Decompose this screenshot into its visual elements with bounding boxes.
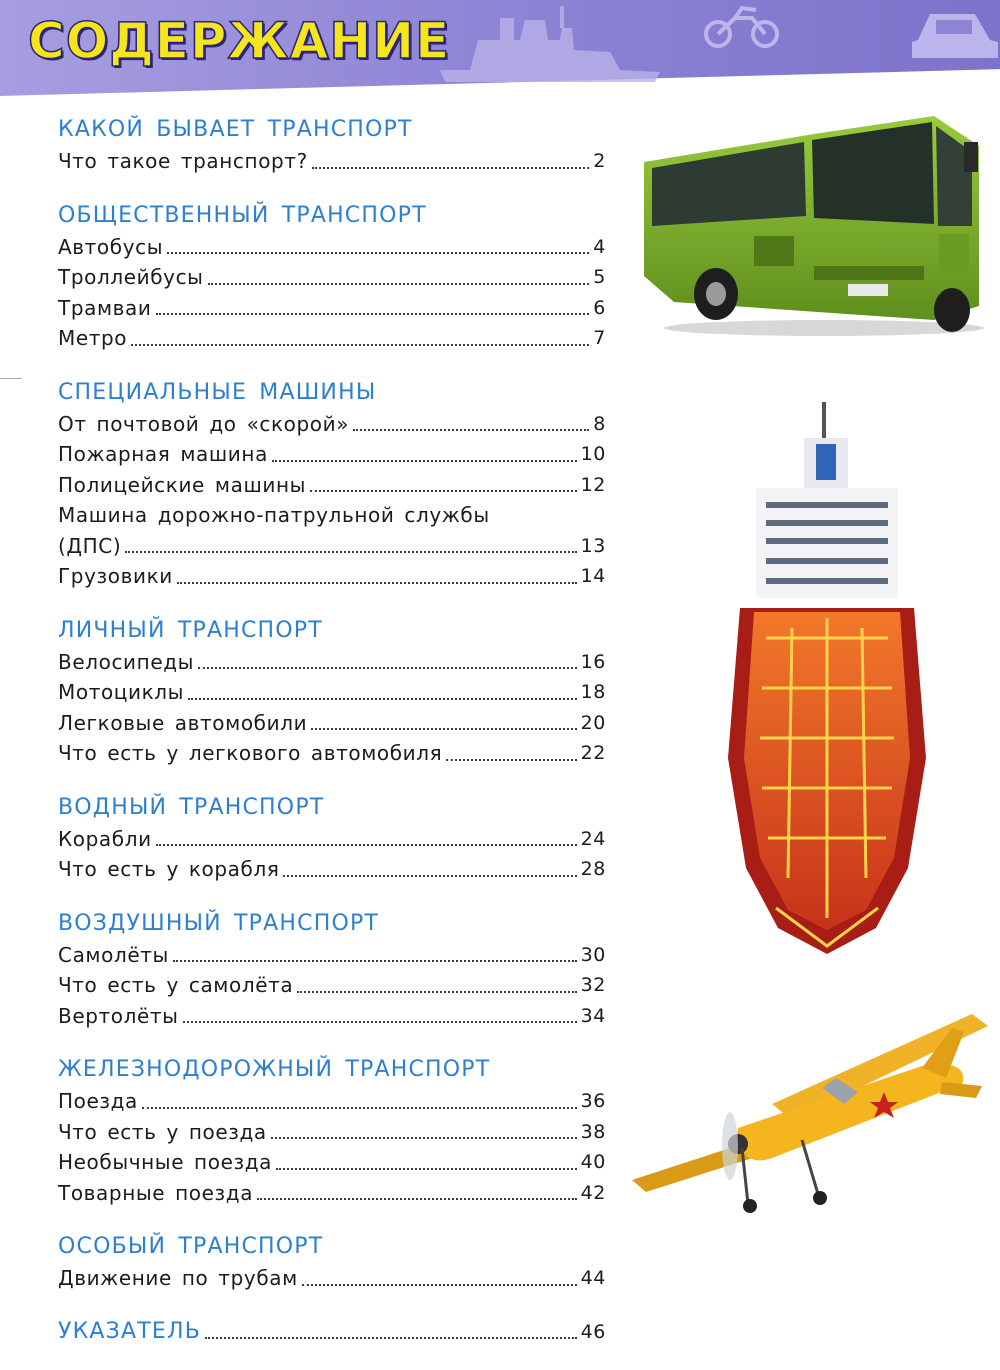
toc-entry-label: Трамваи xyxy=(58,295,152,320)
toc-entry xyxy=(58,940,606,971)
dot-leader xyxy=(257,1198,577,1200)
toc-entry xyxy=(58,323,606,354)
dot-leader xyxy=(177,582,577,584)
section-title: ЖЕЛЕЗНОДОРОЖНЫЙ ТРАНСПОРТ xyxy=(58,1057,491,1082)
section-title: ОСОБЫЙ ТРАНСПОРТ xyxy=(58,1234,324,1259)
toc-entry xyxy=(58,409,606,440)
toc-entry xyxy=(58,531,606,562)
page-number: 5 xyxy=(593,266,606,288)
toc-entry xyxy=(58,1178,606,1209)
dot-leader xyxy=(198,667,577,669)
toc-entry xyxy=(58,293,606,324)
page-number: 40 xyxy=(580,1151,606,1173)
dot-leader xyxy=(183,1021,577,1023)
page-number: 20 xyxy=(580,711,606,734)
toc-entry xyxy=(58,561,606,592)
dot-leader xyxy=(272,460,577,462)
toc-entry xyxy=(58,439,606,470)
page-number: 32 xyxy=(580,974,606,996)
toc-section xyxy=(58,377,606,592)
page-number: 34 xyxy=(580,1004,606,1027)
toc-entry-label: Что такое транспорт? xyxy=(58,149,308,173)
dot-leader xyxy=(131,344,589,346)
dot-leader xyxy=(167,252,589,254)
page-number: 28 xyxy=(580,858,606,880)
toc-entry-label: Пожарная машина xyxy=(58,442,268,466)
toc-entry xyxy=(58,232,606,263)
ship-silhouette-icon xyxy=(440,6,660,82)
toc-entry xyxy=(58,1317,606,1348)
car-icon xyxy=(912,14,998,58)
dot-leader xyxy=(271,1137,577,1139)
toc-entry-label: Что есть у легкового автомобиля xyxy=(58,741,443,765)
toc-entry xyxy=(58,1117,606,1148)
dot-leader xyxy=(156,844,577,846)
toc-entry-label: Автобусы xyxy=(58,234,164,259)
dot-leader xyxy=(208,283,590,285)
toc-entry-label: Необычные поезда xyxy=(58,1150,272,1174)
dot-leader xyxy=(297,991,576,993)
section-title: ВОЗДУШНЫЙ ТРАНСПОРТ xyxy=(58,910,380,936)
table-of-contents xyxy=(58,114,606,1370)
toc-entry xyxy=(58,677,606,708)
dot-leader xyxy=(156,313,590,315)
toc-entry xyxy=(58,500,606,531)
toc-entry-label: Велосипеды xyxy=(58,649,195,674)
toc-section xyxy=(58,200,606,354)
toc-entry xyxy=(58,1263,606,1294)
dot-leader xyxy=(142,1107,577,1109)
page-number: 14 xyxy=(580,565,606,587)
toc-section xyxy=(58,1054,606,1208)
toc-entry xyxy=(58,146,606,177)
toc-entry-label: Что есть у поезда xyxy=(58,1119,267,1144)
toc-entry-label: Вертолёты xyxy=(58,1003,179,1028)
toc-entry xyxy=(58,854,606,885)
page-number: 4 xyxy=(593,235,606,258)
dot-leader xyxy=(205,1337,577,1339)
toc-entry xyxy=(58,647,606,678)
toc-entry xyxy=(58,470,606,501)
toc-section xyxy=(58,1317,606,1348)
dot-leader xyxy=(312,167,590,169)
toc-entry-label: Что есть у корабля xyxy=(58,857,280,881)
page-title: СОДЕРЖАНИЕ xyxy=(28,12,451,70)
ship-illustration xyxy=(696,398,958,958)
page-number: 8 xyxy=(593,412,606,435)
toc-entry xyxy=(58,262,606,293)
page-number: 46 xyxy=(580,1320,606,1343)
toc-entry-label: Товарные поезда xyxy=(58,1180,254,1205)
dot-leader xyxy=(276,1168,577,1170)
section-title: ОБЩЕСТВЕННЫЙ ТРАНСПОРТ xyxy=(58,202,427,228)
dot-leader xyxy=(283,875,576,877)
toc-entry-label: Грузовики xyxy=(58,564,173,588)
toc-entry xyxy=(58,970,606,1001)
toc-entry-label: Полицейские машины xyxy=(58,472,307,497)
toc-entry xyxy=(58,824,606,855)
toc-section xyxy=(58,615,606,769)
page-number: 18 xyxy=(580,681,606,703)
toc-entry xyxy=(58,1147,606,1178)
dot-leader xyxy=(302,1284,577,1286)
page-number: 16 xyxy=(580,650,606,673)
page-number: 44 xyxy=(580,1267,606,1289)
page-number: 24 xyxy=(580,827,606,850)
plane-illustration xyxy=(622,1008,994,1230)
section-title: КАКОЙ БЫВАЕТ ТРАНСПОРТ xyxy=(58,117,413,142)
scan-mark xyxy=(0,378,22,379)
toc-entry xyxy=(58,1001,606,1032)
bus-illustration xyxy=(634,106,990,338)
page-number: 13 xyxy=(580,534,606,557)
dot-leader xyxy=(125,551,576,553)
toc-entry xyxy=(58,708,606,739)
toc-entry-label: Поезда xyxy=(58,1089,138,1113)
page-number: 6 xyxy=(593,296,606,319)
page-number: 7 xyxy=(593,327,606,349)
toc-section xyxy=(58,1231,606,1294)
toc-section xyxy=(58,908,606,1032)
toc-entry-label: Движение по трубам xyxy=(58,1266,298,1290)
section-title: ВОДНЫЙ ТРАНСПОРТ xyxy=(58,794,325,820)
page-number: 36 xyxy=(580,1090,606,1112)
dot-leader xyxy=(311,728,576,730)
page-number: 22 xyxy=(580,742,606,764)
page-number: 12 xyxy=(580,473,606,496)
section-title: СПЕЦИАЛЬНЫЕ МАШИНЫ xyxy=(58,379,377,405)
page-number: 10 xyxy=(580,443,606,465)
page-number: 2 xyxy=(593,150,606,172)
dot-leader xyxy=(446,759,576,761)
toc-entry-label: Троллейбусы xyxy=(58,265,204,289)
toc-section xyxy=(58,114,606,177)
dot-leader xyxy=(353,429,589,431)
toc-entry-label: Корабли xyxy=(58,826,152,851)
toc-entry-label: Легковые автомобили xyxy=(58,710,308,735)
dot-leader xyxy=(310,490,577,492)
dot-leader xyxy=(188,698,577,700)
toc-entry-label: Метро xyxy=(58,326,128,350)
section-title: ЛИЧНЫЙ ТРАНСПОРТ xyxy=(58,617,323,643)
toc-entry-label: Самолёты xyxy=(58,942,169,967)
toc-entry xyxy=(58,1086,606,1117)
page-number: 38 xyxy=(580,1120,606,1143)
toc-entry xyxy=(58,738,606,769)
toc-section xyxy=(58,792,606,885)
dot-leader xyxy=(173,960,577,962)
toc-entry-label: Что есть у самолёта xyxy=(58,973,294,997)
motorcycle-icon xyxy=(706,8,777,46)
toc-entry-label: От почтовой до «скорой» xyxy=(58,411,350,436)
toc-entry-label: Машина дорожно-патрульной службы xyxy=(58,503,490,527)
toc-entry-label: (ДПС) xyxy=(58,533,122,558)
page-number: 42 xyxy=(580,1181,606,1204)
page-number: 30 xyxy=(580,943,606,966)
toc-entry-label: УКАЗАТЕЛЬ xyxy=(58,1318,202,1344)
toc-entry-label: Мотоциклы xyxy=(58,680,185,704)
